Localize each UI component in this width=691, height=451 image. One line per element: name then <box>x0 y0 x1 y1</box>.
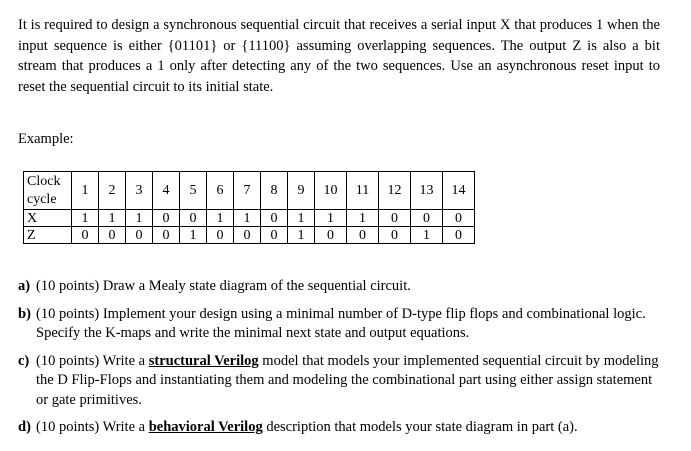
x-cell: 0 <box>180 210 207 227</box>
x-cell: 1 <box>126 210 153 227</box>
part-c-text-pre: (10 points) Write a <box>36 352 149 369</box>
clock-cell: 12 <box>379 172 411 210</box>
part-d-label: d) <box>18 419 31 435</box>
part-a <box>18 277 663 297</box>
sequence-table <box>23 171 475 244</box>
part-c-label: c) <box>18 352 30 369</box>
clock-row <box>24 172 475 210</box>
clock-cell: 7 <box>234 172 261 210</box>
z-cell: 1 <box>288 227 315 244</box>
x-row <box>24 210 475 227</box>
x-cell: 1 <box>234 210 261 227</box>
z-cell: 1 <box>411 227 443 244</box>
clock-cell: 10 <box>315 172 347 210</box>
part-c <box>18 352 663 411</box>
clock-cell: 1 <box>72 172 99 210</box>
part-b <box>18 305 663 344</box>
part-b-text: (10 points) Implement your design using a minimal number of D-type flip flops and combinational logic. Specify the K-maps and write the minimal next state and output equations. <box>36 305 646 341</box>
z-cell: 0 <box>207 227 234 244</box>
clock-cycle-header: Clock cycle <box>24 172 72 210</box>
part-a-label: a) <box>18 278 31 294</box>
clock-cell: 9 <box>288 172 315 210</box>
z-cell: 1 <box>180 227 207 244</box>
clock-cell: 4 <box>153 172 180 210</box>
clock-cell: 11 <box>347 172 379 210</box>
part-b-label: b) <box>18 305 31 322</box>
z-row <box>24 227 475 244</box>
part-d-text-pre: (10 points) Write a <box>36 419 149 435</box>
part-d <box>18 418 663 438</box>
clock-cell: 13 <box>411 172 443 210</box>
problem-statement: It is required to design a synchronous sequential circuit that receives a serial input X that produces 1 when the input sequence is either {01101} or {11100} assuming overlapping sequences. The output Z is also a bit stream that produces a 1 only after detecting any of the two sequences. Use an asynchronous reset input to reset the sequential circuit to its initial state. <box>18 17 660 95</box>
part-d-text-post: description that models your state diagram in part (a). <box>262 419 578 435</box>
z-cell: 0 <box>443 227 475 244</box>
behavioral-verilog-emphasis: behavioral Verilog <box>148 419 263 435</box>
z-cell: 0 <box>153 227 180 244</box>
x-cell: 0 <box>261 210 288 227</box>
z-cell: 0 <box>315 227 347 244</box>
part-a-text: (10 points) Draw a Mealy state diagram of the sequential circuit. <box>36 278 411 294</box>
clock-cell: 8 <box>261 172 288 210</box>
clock-cell: 2 <box>99 172 126 210</box>
x-cell: 0 <box>153 210 180 227</box>
z-cell: 0 <box>72 227 99 244</box>
z-cell: 0 <box>99 227 126 244</box>
x-cell: 1 <box>99 210 126 227</box>
x-cell: 0 <box>379 210 411 227</box>
x-cell: 1 <box>288 210 315 227</box>
clock-cell: 6 <box>207 172 234 210</box>
x-cell: 1 <box>315 210 347 227</box>
z-cell: 0 <box>126 227 153 244</box>
x-header: X <box>24 210 72 227</box>
x-cell: 0 <box>411 210 443 227</box>
example-label: Example: <box>18 131 74 147</box>
z-cell: 0 <box>379 227 411 244</box>
x-cell: 1 <box>72 210 99 227</box>
clock-cell: 5 <box>180 172 207 210</box>
x-cell: 1 <box>207 210 234 227</box>
clock-cell: 3 <box>126 172 153 210</box>
part-c-text-post: model that models your implemented sequential circuit by modeling the D Flip-Flops and instantiating them and modeling the combinational part using either assign statement or gate primitives. <box>36 352 659 408</box>
z-cell: 0 <box>261 227 288 244</box>
clock-cell: 14 <box>443 172 475 210</box>
z-header: Z <box>24 227 72 244</box>
z-cell: 0 <box>347 227 379 244</box>
structural-verilog-emphasis: structural Verilog <box>148 352 259 369</box>
x-cell: 0 <box>443 210 475 227</box>
question-parts <box>18 277 663 446</box>
z-cell: 0 <box>234 227 261 244</box>
x-cell: 1 <box>347 210 379 227</box>
